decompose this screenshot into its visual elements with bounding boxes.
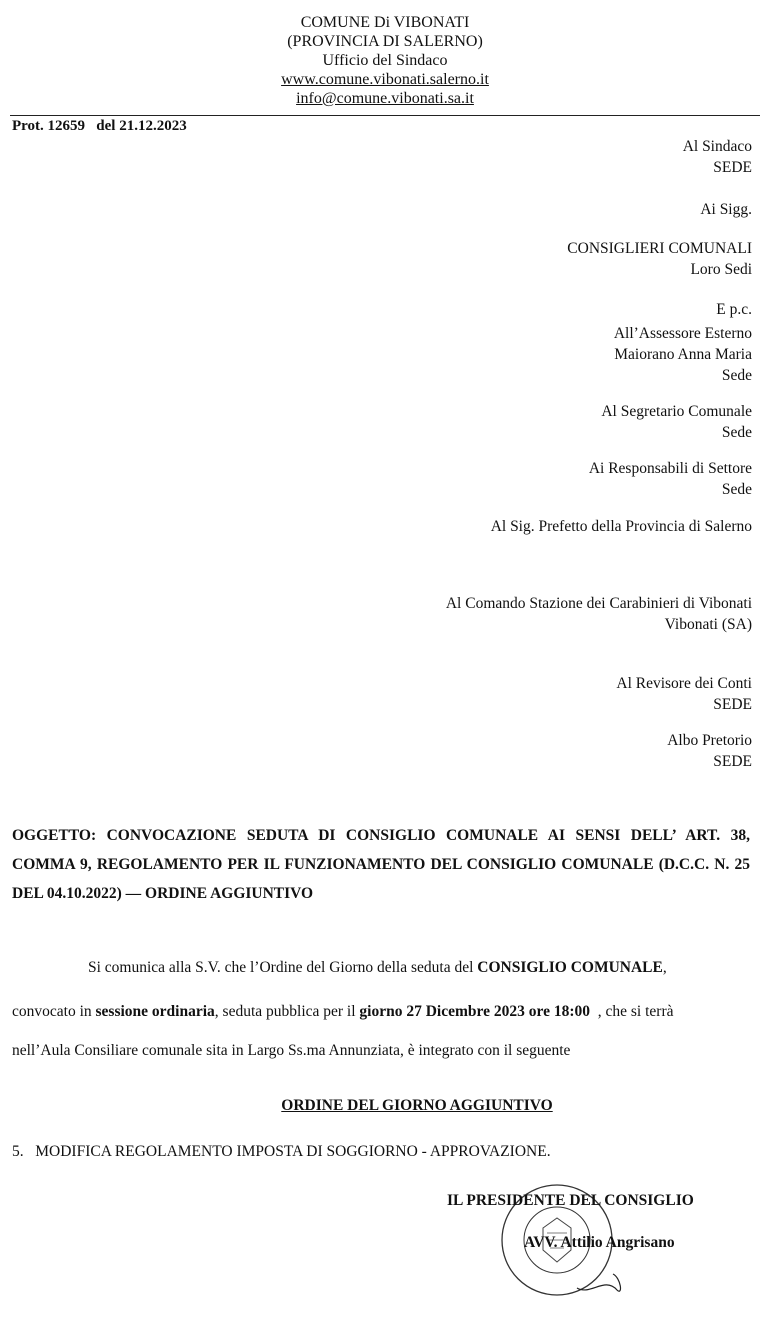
signatory-title: IL PRESIDENTE DEL CONSIGLIO (447, 1192, 694, 1209)
recipient-line: SEDE (713, 753, 752, 770)
agenda-item: 5. MODIFICA REGOLAMENTO IMPOSTA DI SOGGIORNO - APPROVAZIONE. (12, 1143, 551, 1160)
recipient-line: Sede (721, 424, 752, 441)
recipient-sigg: Ai Sigg. (700, 201, 752, 218)
body-paragraph-line (88, 957, 758, 979)
recipient-line: Sede (721, 481, 752, 498)
header-divider (10, 115, 760, 116)
body-text-bold: CONSIGLIO COMUNALE (477, 959, 663, 976)
body-text: convocato in (12, 1003, 96, 1020)
municipality-name: COMUNE Di VIBONATI (300, 14, 470, 31)
recipient-line: Albo Pretorio (667, 732, 752, 749)
body-paragraph-line: nell’Aula Consiliare comunale sita in Largo Ss.ma Annunziata, è integrato con il seguente (12, 1042, 571, 1059)
protocol-number: Prot. 12659 del 21.12.2023 (12, 118, 187, 134)
letterhead (0, 13, 770, 108)
recipient-auditor (292, 673, 752, 715)
website-link[interactable]: www.comune.vibonati.salerno.it (281, 71, 489, 88)
recipient-councillors (292, 238, 752, 280)
recipient-mayor (292, 136, 752, 178)
recipient-line: SEDE (713, 696, 752, 713)
meeting-datetime: giorno 27 Dicembre 2023 ore 18:00 (359, 1003, 591, 1020)
recipient-line: Al Sindaco (682, 138, 752, 155)
recipient-line: Al Segretario Comunale (601, 403, 752, 420)
recipient-line: SEDE (713, 159, 752, 176)
recipient-line: Vibonati (SA) (664, 616, 752, 633)
body-text-bold: sessione ordinaria (95, 1003, 215, 1020)
body-text: , che si terrà (590, 1003, 674, 1020)
recipient-carabinieri (232, 593, 752, 635)
agenda-title: ORDINE DEL GIORNO AGGIUNTIVO (281, 1097, 553, 1114)
recipient-line: Ai Responsabili di Settore (588, 460, 752, 477)
recipient-line: All’Assessore Esterno (613, 325, 752, 342)
recipient-sector-heads (292, 458, 752, 500)
subject-line: OGGETTO: CONVOCAZIONE SEDUTA DI CONSIGLIO COMUNALE AI SENSI DELL’ ART. 38, COMMA 9, REGOLAMENTO PER IL FUNZIONAMENTO DEL CONSIGLIO COMUNALE (D.C.C. N. 25 DEL 04.10.2022) — ORDINE AGGIUNTIVO (12, 827, 750, 902)
recipient-prefect: Al Sig. Prefetto della Provincia di Salerno (490, 518, 752, 535)
recipient-line: Al Revisore dei Conti (616, 675, 752, 692)
recipient-line: Al Comando Stazione dei Carabinieri di Vibonati (445, 595, 752, 612)
body-text: Si comunica alla S.V. che l’Ordine del Giorno della seduta del (88, 959, 478, 976)
recipient-line: CONSIGLIERI COMUNALI (567, 240, 752, 257)
province-name: (PROVINCIA DI SALERNO) (287, 33, 483, 50)
signatory-name: AVV. Attilio Angrisano (524, 1234, 675, 1251)
recipient-line: Maiorano Anna Maria (614, 346, 752, 363)
recipient-secretary (292, 401, 752, 443)
recipient-assessor (292, 323, 752, 386)
recipient-epc: E p.c. (716, 301, 752, 318)
body-text: , seduta pubblica per il (214, 1003, 360, 1020)
recipient-notice-board (292, 730, 752, 772)
office-name: Ufficio del Sindaco (322, 52, 448, 69)
recipient-line: Sede (721, 367, 752, 384)
email-link[interactable]: info@comune.vibonati.sa.it (296, 90, 474, 107)
body-text: , (662, 959, 667, 976)
body-paragraph-line (12, 1001, 750, 1023)
recipient-line: Loro Sedi (690, 261, 752, 278)
